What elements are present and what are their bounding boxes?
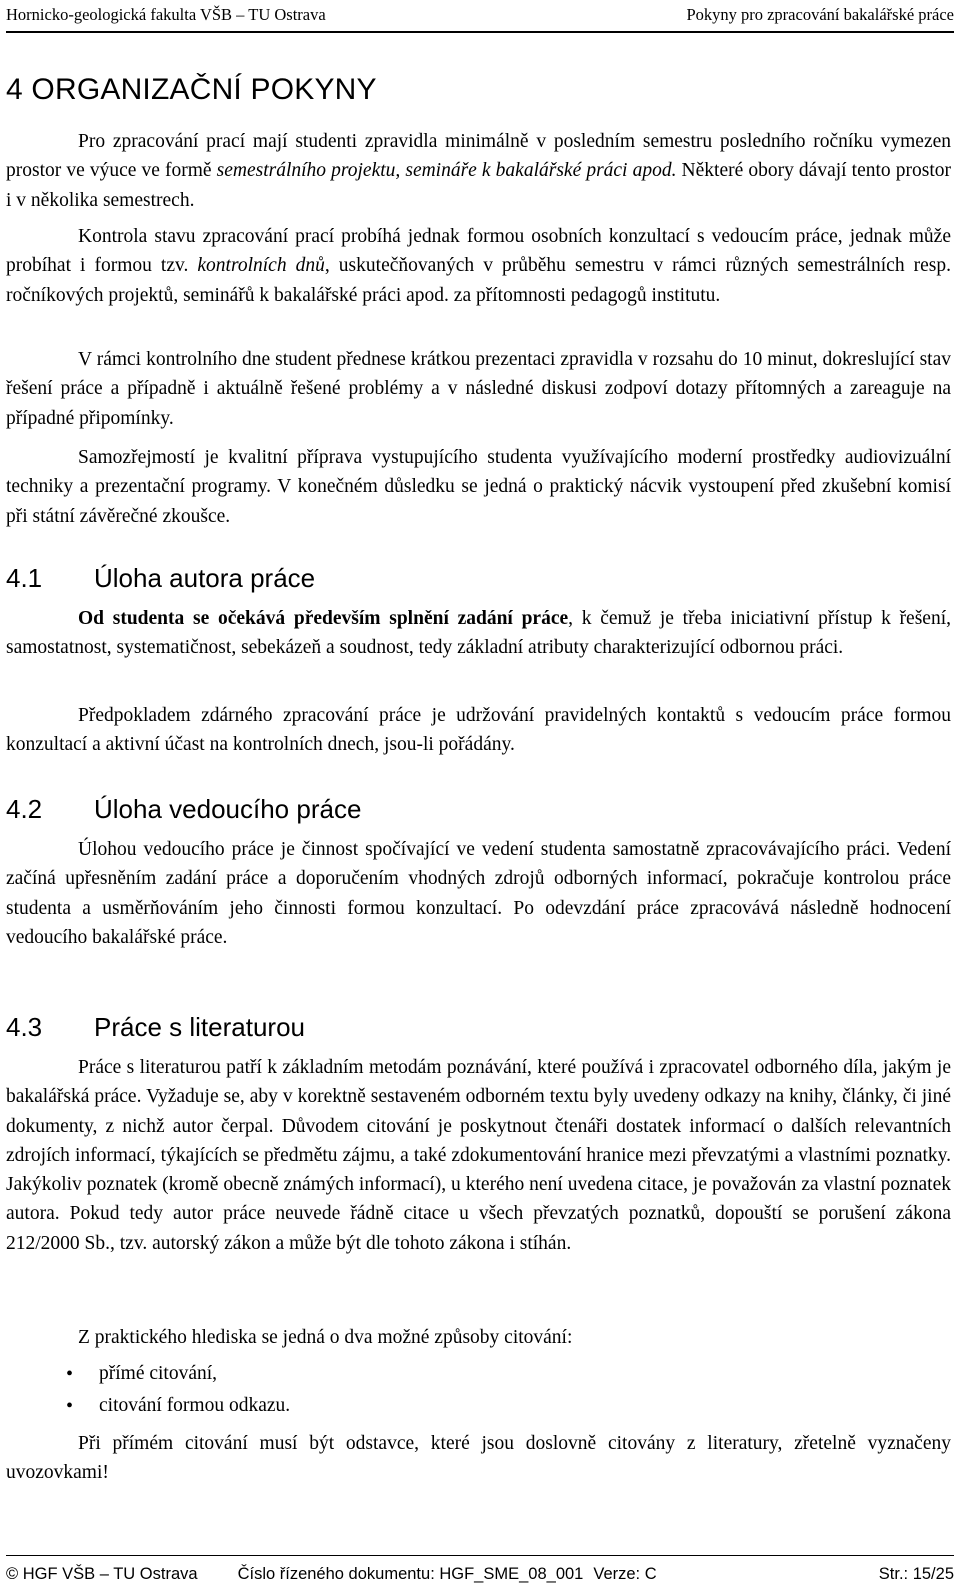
paragraph-intro-4: Samozřejmostí je kvalitní příprava vystupujícího studenta využívajícího moderní prostředky audiovizuální techniky a prezentační programy. V konečném důsledku se jedná o praktický nácvik vystoupení před zkušební komisí při státní závěrečné zkoušce. [6,447,951,527]
section-title: Úloha vedoucího práce [94,794,362,824]
paragraph-intro-1 [6,127,951,215]
paragraph-intro-3: V rámci kontrolního dne student přednese krátkou prezentaci zpravidla v rozsahu do 10 minut, dokreslující stav řešení práce a případně i aktuálně řešené problémy a v následné diskusi zodpoví dotazy přítomných a zareaguje na případné připomínky. [6,349,951,429]
section-heading-4-2 [6,794,361,825]
list-item [66,1390,946,1422]
italic-text: semestrálního projektu, semináře k bakalářské práci apod. [216,160,677,182]
text-run: Pro zpracování prací mají studenti zpravidla minimálně v posledním semestru posledního ročníku vymezen prostor ve výuce ve formě [6,131,951,182]
text-run: , uskutečňovaných v průběhu semestru v rámci různých semestrálních resp. ročníkových projektů, seminářů k bakalářské práci apod. za přítomnosti pedagogů institutu. [6,255,951,306]
footer-page-number: Str.: 15/25 [878,1564,954,1583]
paragraph-4-2-1: Úlohou vedoucího práce je činnost spočívající ve vedení studenta samostatně zpracovávajícího práci. Vedení začíná upřesněním zadání práce a doporučením vhodných zdrojů odborných informací, pokračuje kontrolou práce studenta a usměrňováním jeho činnosti formou konzultací. Po odevzdání práce zpracovává následně hodnocení vedoucího bakalářské práce. [6,839,951,948]
section-number: 4.3 [6,1012,43,1042]
chapter-title: 4 ORGANIZAČNÍ POKYNY [6,73,377,106]
citation-types-list [66,1358,946,1422]
section-number: 4.2 [6,794,43,824]
paragraph-4-1-2: Předpokladem zdárného zpracování práce je udržování pravidelných kontaktů s vedoucím práce formou konzultací a aktivní účast na kontrolních dnech, jsou-li pořádány. [6,705,951,756]
paragraph-4-1-1 [6,604,951,663]
section-number: 4.1 [6,563,43,593]
footer-copyright: © HGF VŠB – TU Ostrava [6,1564,198,1583]
section-title: Práce s literaturou [94,1012,305,1042]
text-run: Kontrola stavu zpracování prací probíhá jednak formou osobních konzultací s vedoucím práce, jednak může probíhat i formou tzv. [6,226,951,277]
paragraph-4-3-3: Při přímém citování musí být odstavce, které jsou doslovně citovány z literatury, zřetelně vyznačeny uvozovkami! [6,1433,951,1484]
section-title: Úloha autora práce [94,563,316,593]
text-run: Některé obory dávají tento prostor i v několika semestrech. [6,160,951,211]
footer-document-number: Číslo řízeného dokumentu: HGF_SME_08_001 [237,1564,584,1583]
text-run: , k čemuž je třeba iniciativní přístup k řešení, samostatnost, systematičnost, sebekázeň a soudnost, tedy základní atributy charakterizující odbornou práci. [6,608,951,659]
paragraph-intro-2 [6,222,951,310]
bullet-icon: • [66,1394,74,1417]
list-item-text: přímé citování, [99,1363,218,1384]
list-item [66,1358,946,1390]
header-document-title: Pokyny pro zpracování bakalářské práce [686,5,954,24]
bold-text: Od studenta se očekává především splnění zadání práce [78,608,569,629]
paragraph-4-3-2: Z praktického hlediska se jedná o dva možné způsoby citování: [78,1327,573,1348]
section-heading-4-1 [6,563,315,594]
paragraph-4-3-1: Práce s literaturou patří k základním metodám poznávání, které používá i zpracovatel odborného díla, jakým je bakalářská práce. Vyžaduje se, aby v korektně sestaveném odborném textu byly uvedeny odkazy na knihy, články, či jiné dokumenty, z nichž autor čerpal. Důvodem citování je poskytnout čtenáři dostatek informací o dalších relevantních zdrojích informací, týkajících se předmětu zájmu, a také zdokumentování hranice mezi převzatými a vlastními poznatky. Jakýkoliv poznatek (kromě obecně známých informací), u kterého není uvedena citace, je považován za vlastní poznatek autora. Pokud tedy autor práce neuvede řádně citace u všech převzatých poznatků, dopouští se porušení zákona 212/2000 Sb., tzv. autorský zákon a může být dle tohoto zákona i stíhán. [6,1057,951,1254]
italic-text: kontrolních dnů [197,255,325,277]
list-item-text: citování formou odkazu. [99,1395,291,1416]
footer-version: Verze: C [593,1564,657,1583]
bullet-icon: • [66,1362,74,1385]
header-rule [6,31,954,33]
section-heading-4-3 [6,1012,305,1043]
footer-rule [6,1555,954,1556]
header-faculty: Hornicko-geologická fakulta VŠB – TU Ostrava [6,5,326,24]
page-footer [6,1561,954,1587]
page-header [6,2,954,28]
